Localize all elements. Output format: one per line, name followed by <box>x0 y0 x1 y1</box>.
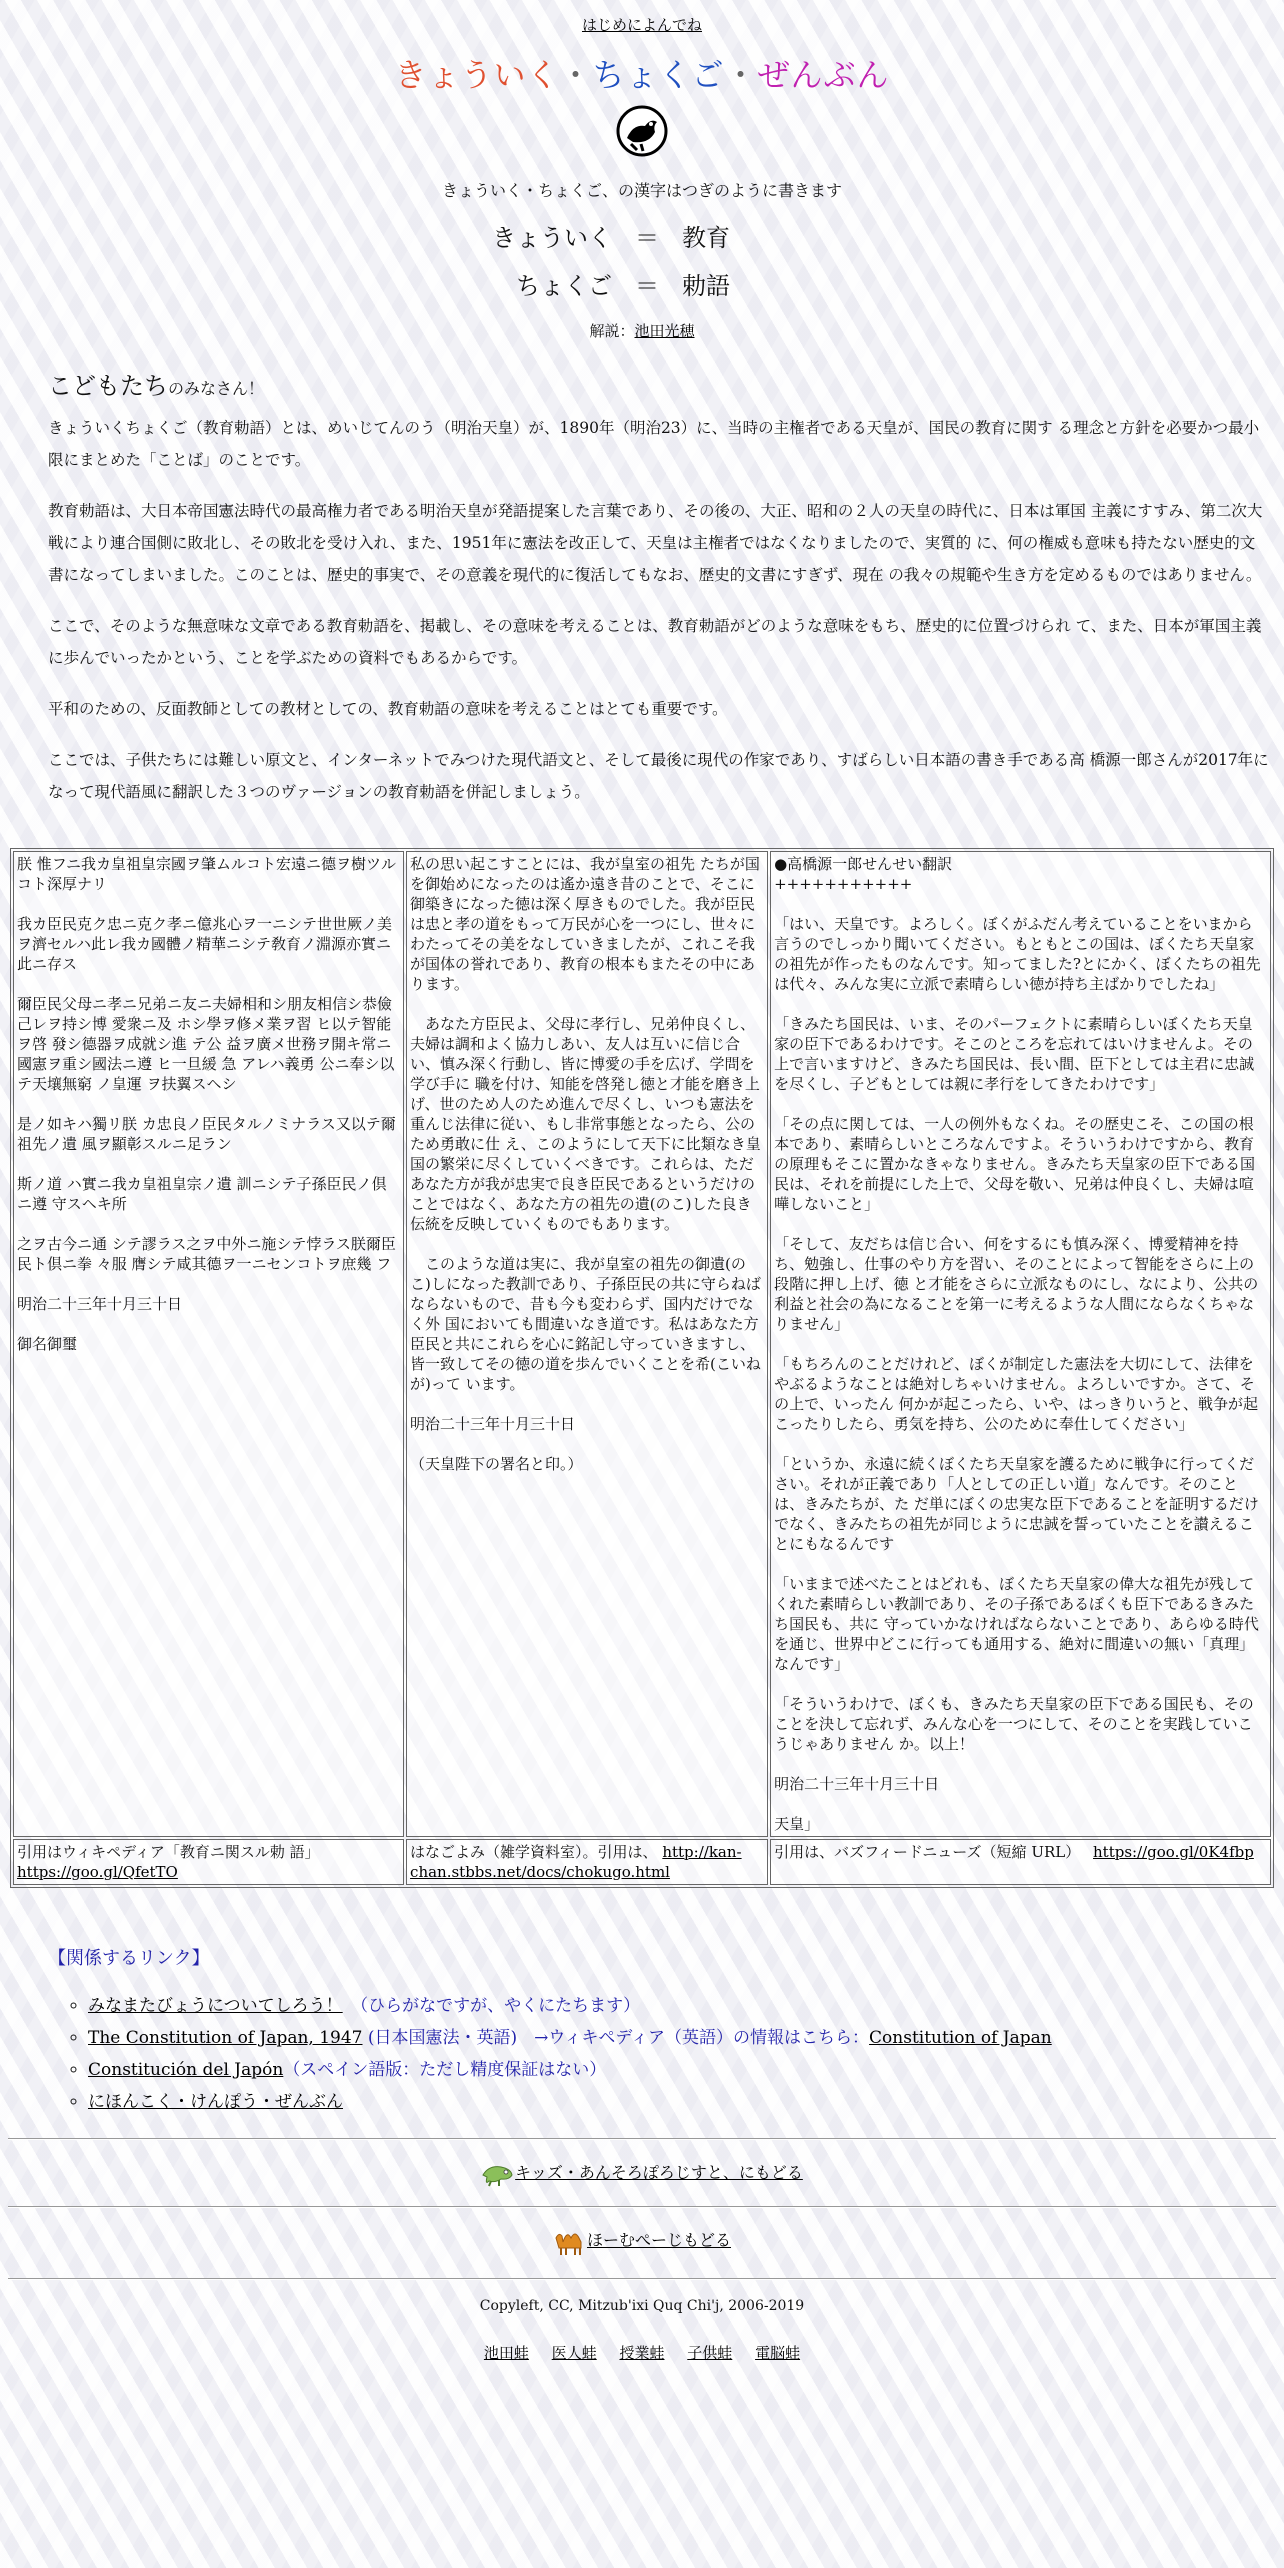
original-paragraph: 斯ノ道 ハ實ニ我カ皇祖皇宗ノ遺 訓ニシテ子孫臣民ノ倶ニ遵 守スヘキ所 <box>17 1175 387 1213</box>
equation-kyouiku <box>0 218 1284 253</box>
modern-text-cell <box>406 851 768 1837</box>
takahashi-paragraph: 「はい、天皇です。よろしく。ぼくがふだん考えていることをいまから言うのでしっかり聞いてください。もともとこの国は、ぼくたち天皇家の祖先が作ったものなんです。知ってました?とにかく、ぼくたちの祖先は代々、みんな実に立派で素晴らしい徳が持ち主ばかりでしたね」 <box>774 915 1261 993</box>
original-paragraph: 是ノ如キハ獨リ朕 カ忠良ノ臣民タルノミナラス又以テ爾祖先ノ遺 風ヲ顯彰スルニ足ラン <box>17 1115 396 1153</box>
copyright-text: Copyleft, CC, Mitzub'ixi Quq Chi'j, 2006-2019 <box>479 2298 805 2314</box>
footer-link-jugyou[interactable]: 授業蛙 <box>619 2344 665 2362</box>
chameleon-icon <box>481 2161 515 2187</box>
bird-logo-icon <box>615 104 669 158</box>
intro-paragraphs <box>48 412 1270 827</box>
read-first-link[interactable]: はじめによんでね <box>581 16 702 34</box>
related-links-heading: 【関係するリンク】 <box>48 1948 210 1969</box>
modern-paragraph: 私の思い起こすことには、我が皇室の祖先 たちが国を御始めになったのは遙か遠き昔のことで、そこに御築きになった徳は深く厚きものでした。我が臣民は忠と孝の道をもって万民が心を一つにし、世々にわたってその美をなしていきましたが、これこそ我が国体の誉れであり、教育の根本もまたその中にあります。 <box>410 855 760 993</box>
original-seal: 御名御璽 <box>17 1335 78 1353</box>
divider <box>8 2278 1276 2280</box>
link-note: （スペイン語版：ただし精度保証はない） <box>283 2060 607 2080</box>
constitution-fulltext-link[interactable]: にほんこく・けんぽう・ぜんぶん <box>88 2092 343 2112</box>
minamata-link[interactable]: みなまたびょうについてしろう！ <box>88 1996 343 2016</box>
intro-link-wrap <box>0 14 1284 35</box>
takahashi-paragraph: 「そういうわけで、ぼくも、きみたち天皇家の臣下である国民も、そのことを決して忘れず、みんな心を一つにして、そのことを実践していこうじゃありません か。以上！ <box>774 1695 1254 1753</box>
wikipedia-constitution-link[interactable]: Constitution of Japan <box>869 2028 1052 2048</box>
footer-link-dennou[interactable]: 電脳蛙 <box>755 2344 801 2362</box>
original-paragraph: 朕 惟フニ我カ皇祖皇宗國ヲ肇ムルコト宏遠ニ德ヲ樹ツルコト深厚ナリ <box>17 855 397 893</box>
intro-paragraph: 教育勅語は、大日本帝国憲法時代の最高権力者である明治天皇が発語提案した言葉であり、その後の、大正、昭和の２人の天皇の時代に、日本は軍国 主義にすすみ、第二次大戦により連合国側に敗北し、その敗北を受け入れ、また、1951年に憲法を改正して、天皇は主権者ではなくなりましたので、実質的 に、何の権威も意味も持たない歴史的文書になってしまいました。このことは、歴史的事実で、その意義を現代的に復活してもなお、歴史的文書にすぎず、現在 の我々の規範や生き方を定めるものではありません。 <box>48 502 1263 584</box>
intro-paragraph: 平和のための、反面教師としての教材としての、教育勅語の意味を考えることはとても重要です。 <box>48 700 728 718</box>
commentary-label: 解説： <box>589 322 635 340</box>
intro-paragraph: きょういくちょくご（教育勅語）とは、めいじてんのう（明治天皇）が、1890年（明治23）に、当時の主権者である天皇が、国民の教育に関す る理念と方針を必要かつ最小限にまとめた「ことば」のことです。 <box>48 419 1260 469</box>
kids-heading-big: こどもたち <box>48 372 168 400</box>
source-cell-takahashi <box>770 1839 1271 1885</box>
list-item <box>88 2086 1052 2118</box>
intro-paragraph: ここでは、子供たちには難しい原文と、インターネットでみつけた現代語文と、そして最後に現代の作家であり、すばらしい日本語の書き手である高 橋源一郎さんが2017年になって現代語風に翻訳した３つのヴァージョンの教育勅語を併記しましょう。 <box>48 751 1269 801</box>
related-links-list <box>68 1990 1052 2118</box>
versions-source-row <box>13 1839 1271 1885</box>
takahashi-date: 明治二十三年十月三十日 <box>774 1775 940 1793</box>
home-back-wrap <box>0 2226 1284 2256</box>
footer-nav <box>0 2342 1284 2363</box>
divider <box>8 2138 1276 2140</box>
kids-anthropologist-link[interactable]: キッズ・あんそろぽろじすと、にもどる <box>515 2163 803 2182</box>
title-part-kyouiku: きょういく <box>394 56 560 94</box>
takahashi-paragraph: 「きみたち国民は、いま、そのパーフェクトに素晴らしいぼくたち天皇家の臣下であるわけです。そこのところを忘れてはいけませんよ。その上で言いますけど、きみたち国民は、長い間、臣下としては主君に忠誠を尽くし、子どもとしては親に孝行をしてきたわけです」 <box>774 1015 1255 1093</box>
equals-sign: ＝ <box>635 224 659 252</box>
takahashi-paragraph: 「というか、永遠に続くぼくたち天皇家を護るために戦争に行ってください。それが正義であり「人としての正しい道」なんです。そのことは、きみたちが、た だ単にぼくの忠実な臣下であることを証明するだけでなく、きみたちの祖先が同じように忠誠を誓っていたことを讃えることにもなるんです <box>774 1455 1259 1553</box>
link-note: (日本国憲法・英語) →ウィキペディア（英語）の情報はこちら： <box>362 2028 870 2048</box>
source-link-wikipedia[interactable]: https://goo.gl/QfetTO <box>17 1863 178 1881</box>
source-link-buzzfeed[interactable]: https://goo.gl/0K4fbp <box>1093 1843 1254 1861</box>
footer-link-ikeda[interactable]: 池田蛙 <box>483 2344 529 2362</box>
author-link[interactable]: 池田光穂 <box>634 322 695 340</box>
takahashi-paragraph: 「そして、友だちは信じ合い、何をするにも慎み深く、博愛精神を持ち、勉強し、仕事のやり方を習い、そのことによって智能をさらに上の段階に押し上げ、徳 と才能をさらに立派なものにし、なにより、公共の利益と社会の為になることを第一に考えるような人間にならなくちゃなりません」 <box>774 1235 1259 1333</box>
page-title <box>0 50 1284 96</box>
takahashi-paragraph: 「もちろんのことだけれど、ぼくが制定した憲法を大切にして、法律をやぶるようなことは絶対しちゃいけません。よろしいですか。さて、その上で、いったん 何かが起こったら、いや、はっきりいうと、戦争が起こったりしたら、勇気を持ち、公のために奉仕してください」 <box>774 1355 1258 1433</box>
equation-chokugo <box>0 266 1284 301</box>
intro-paragraph: ここで、そのような無意味な文章である教育勅語を、掲載し、その意味を考えることは、教育勅語がどのような意味をもち、歴史的に位置づけられ て、また、日本が軍国主義に歩んでいったかという、ことを学ぶための資料でもあるからです。 <box>48 617 1262 667</box>
takahashi-paragraph: 「その点に関しては、一人の例外もなくね。その歴史こそ、この国の根本であり、素晴らしいところなんですよ。そういうわけですから、教育の原理もそこに置かなきゃなりません。きみたち天皇家の臣下である国民は、それを前提にした上で、父母を敬い、兄弟は仲良くし、夫婦は喧嘩しないこと」 <box>774 1115 1255 1213</box>
link-note: （ひらがなですが、やくにたちます） <box>359 1996 641 2016</box>
footer-link-kodomo[interactable]: 子供蛙 <box>687 2344 733 2362</box>
source-text: はなごよみ（雑学資料室）。引用は、 <box>410 1843 658 1861</box>
original-text-cell <box>13 851 404 1837</box>
footer-link-ijin[interactable]: 医人蛙 <box>551 2344 597 2362</box>
kanji-intro-text: きょういく・ちょくご、の漢字はつぎのように書きます <box>441 181 842 200</box>
camel-icon <box>553 2226 587 2256</box>
original-paragraph: 之ヲ古今ニ通 シテ謬ラス之ヲ中外ニ施シテ悖ラス朕爾臣民ト倶ニ拳 々服 膺シテ咸其德ヲ一ニセンコトヲ庶幾 フ <box>17 1235 396 1273</box>
title-separator: ・ <box>724 56 758 94</box>
modern-paragraph: このような道は実に、我が皇室の祖先の御遺(のこ)しになった教訓であり、子孫臣民の共に守らねばならないもので、昔も今も変わらず、国内だけでなく外 国においても間違いなき道です。私はあなた方臣民と共にこれらを心に銘記し守っていきますし、皆一致してその徳の道を歩んでいくことを希(こいねが)って います。 <box>410 1255 761 1393</box>
versions-body-row <box>13 851 1271 1837</box>
title-part-zenbun: ぜんぶん <box>757 56 890 94</box>
modern-date: 明治二十三年十月三十日 <box>410 1415 576 1433</box>
original-paragraph: 爾臣民父母ニ孝ニ兄弟ニ友ニ夫婦相和シ朋友相信シ恭儉己レヲ持シ博 愛衆ニ及 ホシ學ヲ修メ業ヲ習 ヒ以テ智能ヲ啓 發シ德器ヲ成就シ進 テ公 益ヲ廣メ世務ヲ開キ常ニ國憲ヲ重シ國法ニ遵 ヒ一旦緩 急 アレハ義勇 公ニ奉シ以テ天壤無窮 ノ皇運 ヲ扶翼スヘシ <box>17 995 395 1093</box>
constitution-spanish-link[interactable]: Constitución del Japón <box>88 2060 284 2080</box>
takahashi-text-cell <box>770 851 1271 1837</box>
takahashi-sign: 天皇」 <box>774 1815 820 1833</box>
title-part-chokugo: ちょくご <box>592 56 725 94</box>
divider <box>8 2206 1276 2208</box>
title-separator: ・ <box>559 56 593 94</box>
list-item <box>88 2054 1052 2086</box>
kids-heading <box>48 366 264 401</box>
takahashi-header: ●高橋源一郎せんせい翻訳 +++++++++++ <box>774 855 953 893</box>
kids-heading-small: のみなさん！ <box>168 379 265 398</box>
homepage-link[interactable]: ほーむぺーじもどる <box>586 2230 731 2250</box>
equals-sign: ＝ <box>635 272 659 300</box>
takahashi-paragraph: 「いままで述べたことはどれも、ぼくたち天皇家の偉大な祖先が残してくれた素晴らしい教訓であり、その子孫であるぼくも臣下であるきみたち国民も、共に 守っていかなければならないことであり、あらゆる時代を通じ、世界中どこに行っても通用する、絶対に間違いの無い「真理」なんです」 <box>774 1575 1259 1673</box>
modern-paragraph: あなた方臣民よ、父母に孝行し、兄弟仲良くし、夫婦は調和よく協力しあい、友人は互いに信じ合い、慎み深く行動し、皆に博愛の手を広げ、学問を学び手に 職を付け、知能を啓発し徳と才能を磨き上げ、世のため人のため進んで尽くし、いつも憲法を重んじ法律に従い、もし非常事態となったら、公のため勇敢に仕 え、このようにして天下に比類なき皇国の繁栄に尽くしていくべきです。これらは、ただあなた方が我が忠実で良き臣民であるというだけのことではなく、あなた方の祖先の遺(のこ)した良き伝統を反映していくものでもあります。 <box>410 1015 761 1233</box>
equation-reading: きょういく <box>492 224 612 252</box>
commentary-credit <box>0 320 1284 341</box>
original-date: 明治二十三年十月三十日 <box>17 1295 183 1313</box>
kids-back-wrap <box>0 2160 1284 2187</box>
list-item <box>88 2022 1052 2054</box>
original-paragraph: 我カ臣民克ク忠ニ克ク孝ニ億兆心ヲ一ニシテ世世厥ノ美ヲ濟セルハ此レ我カ國體ノ精華ニシテ敎育ノ淵源亦實ニ此ニ存ス <box>17 915 393 973</box>
equation-kanji: 教育 <box>682 224 730 252</box>
source-text: 引用はウィキペディア「教育ニ関スル勅 語」 <box>17 1843 320 1861</box>
source-cell-modern <box>406 1839 768 1885</box>
list-item <box>88 1990 1052 2022</box>
source-link-hanagoyomi[interactable]: http://kan-chan.stbbs.net/docs/chokugo.html <box>410 1843 742 1881</box>
source-text: 引用は、バズフィードニューズ（短縮 URL） <box>774 1843 1081 1861</box>
constitution-english-link[interactable]: The Constitution of Japan, 1947 <box>88 2028 363 2048</box>
source-cell-original <box>13 1839 404 1885</box>
equation-kanji: 勅語 <box>682 272 730 300</box>
versions-table <box>10 848 1274 1888</box>
modern-seal-note: （天皇陛下の署名と印。） <box>410 1455 583 1473</box>
equation-reading: ちょくご <box>516 272 612 300</box>
